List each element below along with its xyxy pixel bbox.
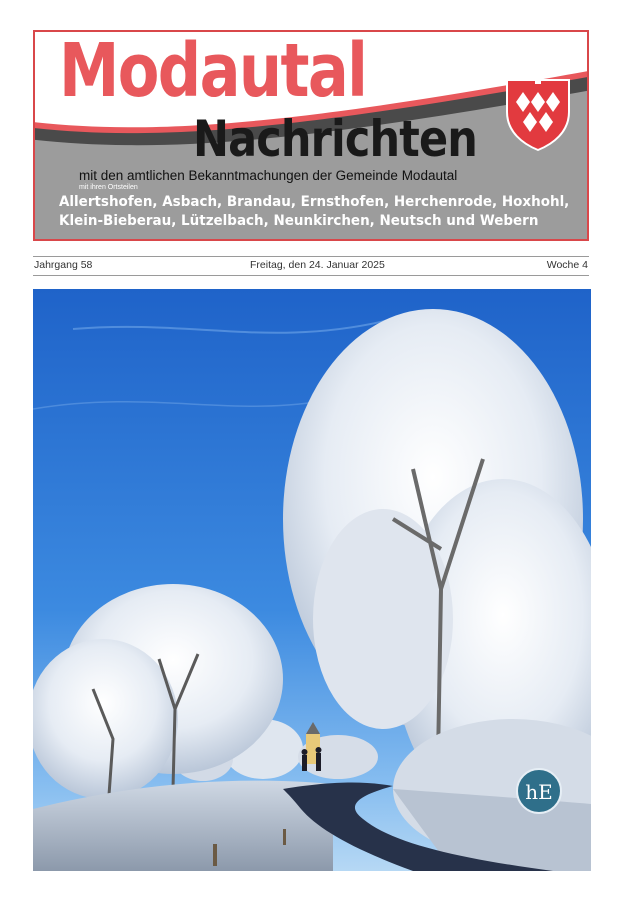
issue-week: Woche 4 bbox=[546, 259, 588, 271]
winter-landscape-image bbox=[33, 289, 591, 871]
masthead-title-nachrichten: Nachrichten bbox=[193, 110, 478, 168]
municipal-coat-of-arms bbox=[503, 66, 573, 152]
masthead-small-line: mit ihren Ortsteilen bbox=[79, 184, 138, 191]
photographer-badge: hE bbox=[525, 780, 553, 804]
masthead-subtitle: mit den amtlichen Bekanntmachungen der Gemeinde Modautal bbox=[79, 168, 458, 183]
masthead bbox=[33, 30, 589, 241]
district-list-line-2: Klein-Bieberau, Lützelbach, Neunkirchen, Neutsch und Webern bbox=[59, 213, 539, 229]
issue-date: Freitag, den 24. Januar 2025 bbox=[250, 259, 385, 271]
district-list bbox=[59, 193, 579, 231]
cover-photo bbox=[33, 289, 591, 871]
masthead-title-modautal: Modautal bbox=[59, 30, 367, 114]
issue-info-bar bbox=[33, 256, 589, 276]
issue-volume: Jahrgang 58 bbox=[34, 259, 93, 271]
district-list-line-1: Allertshofen, Asbach, Brandau, Ernsthofen, Herchenrode, Hoxhohl, bbox=[59, 194, 570, 210]
